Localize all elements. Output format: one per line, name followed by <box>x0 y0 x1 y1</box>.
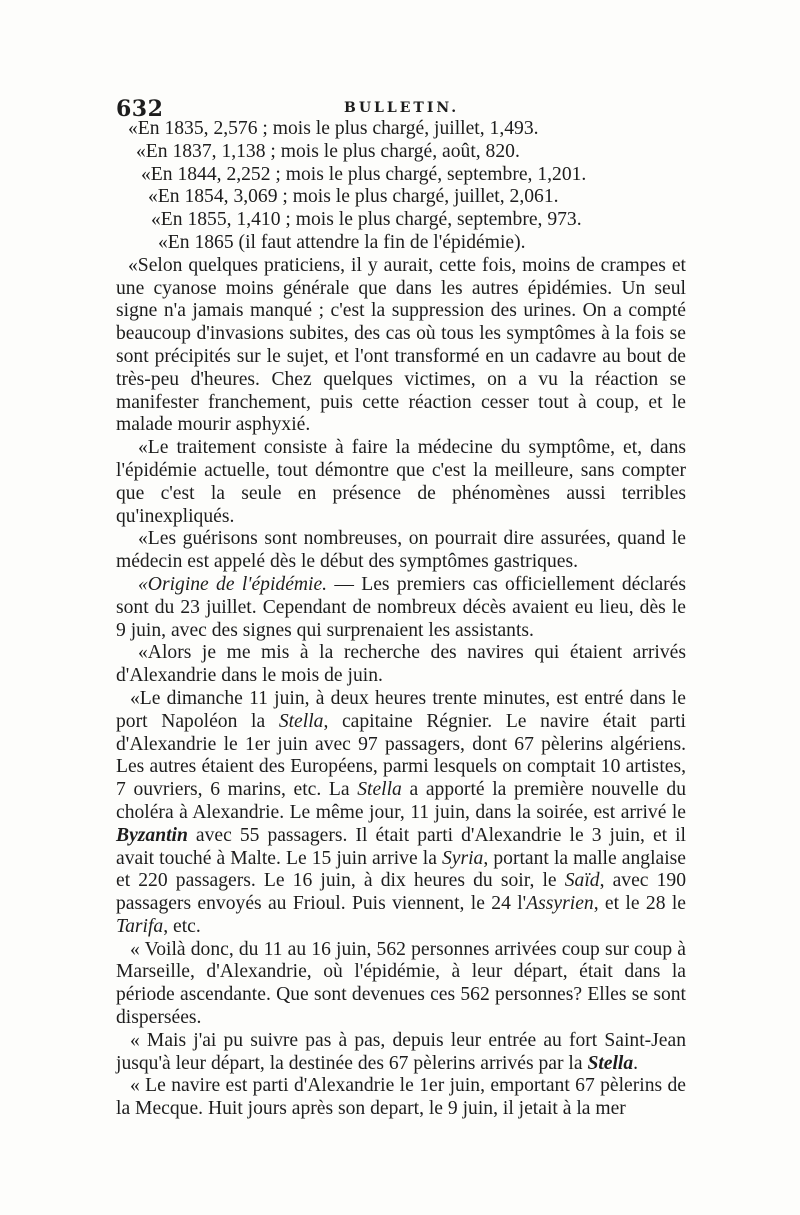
ship-name: Byzantin <box>116 824 188 846</box>
ship-name: Stella <box>357 779 402 801</box>
paragraph-research: «Alors je me mis à la recherche des navires qui étaient arrivés d'Alexandrie dans le mois de juin. <box>116 642 686 687</box>
ship-name: Syria <box>442 847 484 869</box>
text-segment: , portant la malle anglaise et 220 passagers. Le 16 juin, à dix heures du soir, le <box>116 847 686 892</box>
text-segment: avec 55 passagers. Il était parti d'Alexandrie le 3 juin, et il avait touché à Malte. Le 15 juin arrive la <box>116 824 686 869</box>
page-number: 632 <box>116 96 164 122</box>
ship-name: Assyrien <box>526 893 594 915</box>
paragraph-origin <box>116 574 686 642</box>
ship-name: Saïd <box>564 870 600 892</box>
statistic-line-1854: «En 1854, 3,069 ; mois le plus chargé, juillet, 2,061. <box>148 186 559 208</box>
paragraph-treatment: «Le traitement consiste à faire la médecine du symptôme, et, dans l'épidémie actuelle, tout démontre que c'est la meilleure, sans compter que c'est la seule en présence de phénomènes aussi terribles qu'inexpliqués. <box>116 437 686 527</box>
paragraph-passengers: « Voilà donc, du 11 au 16 juin, 562 personnes arrivées coup sur coup à Marseille, d'Alexandrie, où l'épidémie, à leur départ, était dans la période ascendante. Que sont devenues ces 562 personnes? Elles se sont dispersées. <box>116 938 686 1029</box>
paragraph-origin-text: — Les premiers cas officiellement déclarés sont du 23 juillet. Cependant de nombreux décès avaient eu lieu, dès le 9 juin, avec des signes qui surprenaient les assistants. <box>116 573 687 641</box>
statistic-line-1835: «En 1835, 2,576 ; mois le plus chargé, juillet, 1,493. <box>128 118 539 139</box>
body-text <box>116 118 686 1121</box>
paragraph-voyage: « Le navire est parti d'Alexandrie le 1er juin, emportant 67 pèlerins de la Mecque. Huit jours après son depart, le 9 juin, il jetait à la mer <box>116 1075 686 1120</box>
paragraph-cures: «Les guérisons sont nombreuses, on pourrait dire assurées, quand le médecin est appelé dès le début des symptômes gastriques. <box>116 528 686 573</box>
statistic-line-1844: «En 1844, 2,252 ; mois le plus chargé, septembre, 1,201. <box>141 163 587 185</box>
section-label-origin: «Origine de l'épidémie. <box>138 573 328 595</box>
ship-name: Tarifa <box>116 915 164 937</box>
paragraph-symptoms: «Selon quelques praticiens, il y aurait, cette fois, moins de crampes et une cyanose moins générale que dans les autres épidémies. Un seul signe n'a jamais manqué ; c'est la suppression des urines. On a compté beaucoup d'invasions subites, des cas où tous les symptômes à la fois se sont précipités sur le sujet, et l'ont transformé en un cadavre au bout de très-peu d'heures. Chez quelques victimes, on a vu la réaction se manifester franchement, puis cette réaction cesser tout à coup, et le malade mourir asphyxié. <box>116 254 686 436</box>
statistic-line-1865: «En 1865 (il faut attendre la fin de l'épidémie). <box>158 231 526 253</box>
text-segment: «Le dimanche 11 juin, à deux heures trente minutes, est entré dans le port Napoléon la <box>116 687 686 732</box>
text-segment: , et le 28 le <box>593 893 686 915</box>
text-segment: , avec 190 passagers envoyés au Frioul. Puis viennent, le 24 l' <box>116 870 686 915</box>
text-segment: , capitaine Régnier. Le navire était parti d'Alexandrie le 1er juin avec 97 passagers, dont 67 pèlerins algériens. Les autres étaient des Européens, parmi lesquels on comptait 10 artistes, 7 ouvriers, 6 marins, etc. La <box>116 710 686 801</box>
paragraph-ship-arrivals <box>116 688 686 939</box>
text-segment: , etc. <box>163 915 201 937</box>
statistic-line-1855: «En 1855, 1,410 ; mois le plus chargé, septembre, 973. <box>151 209 582 231</box>
ship-name: Stella <box>587 1052 634 1074</box>
running-head: BULLETIN. <box>344 100 460 116</box>
text-segment: . <box>633 1052 639 1074</box>
text-segment: « Mais j'ai pu suivre pas à pas, depuis leur entrée au fort Saint-Jean jusqu'à leur départ, la destinée des 67 pèlerins arrivés par la <box>116 1029 686 1074</box>
paragraph-pilgrims <box>116 1030 686 1076</box>
text-segment: a apporté la première nouvelle du choléra à Alexandrie. Le même jour, 11 juin, dans la soirée, est arrivé le <box>116 779 686 823</box>
ship-name: Stella <box>278 710 324 732</box>
statistic-line-1837: «En 1837, 1,138 ; mois le plus chargé, août, 820. <box>136 140 520 162</box>
